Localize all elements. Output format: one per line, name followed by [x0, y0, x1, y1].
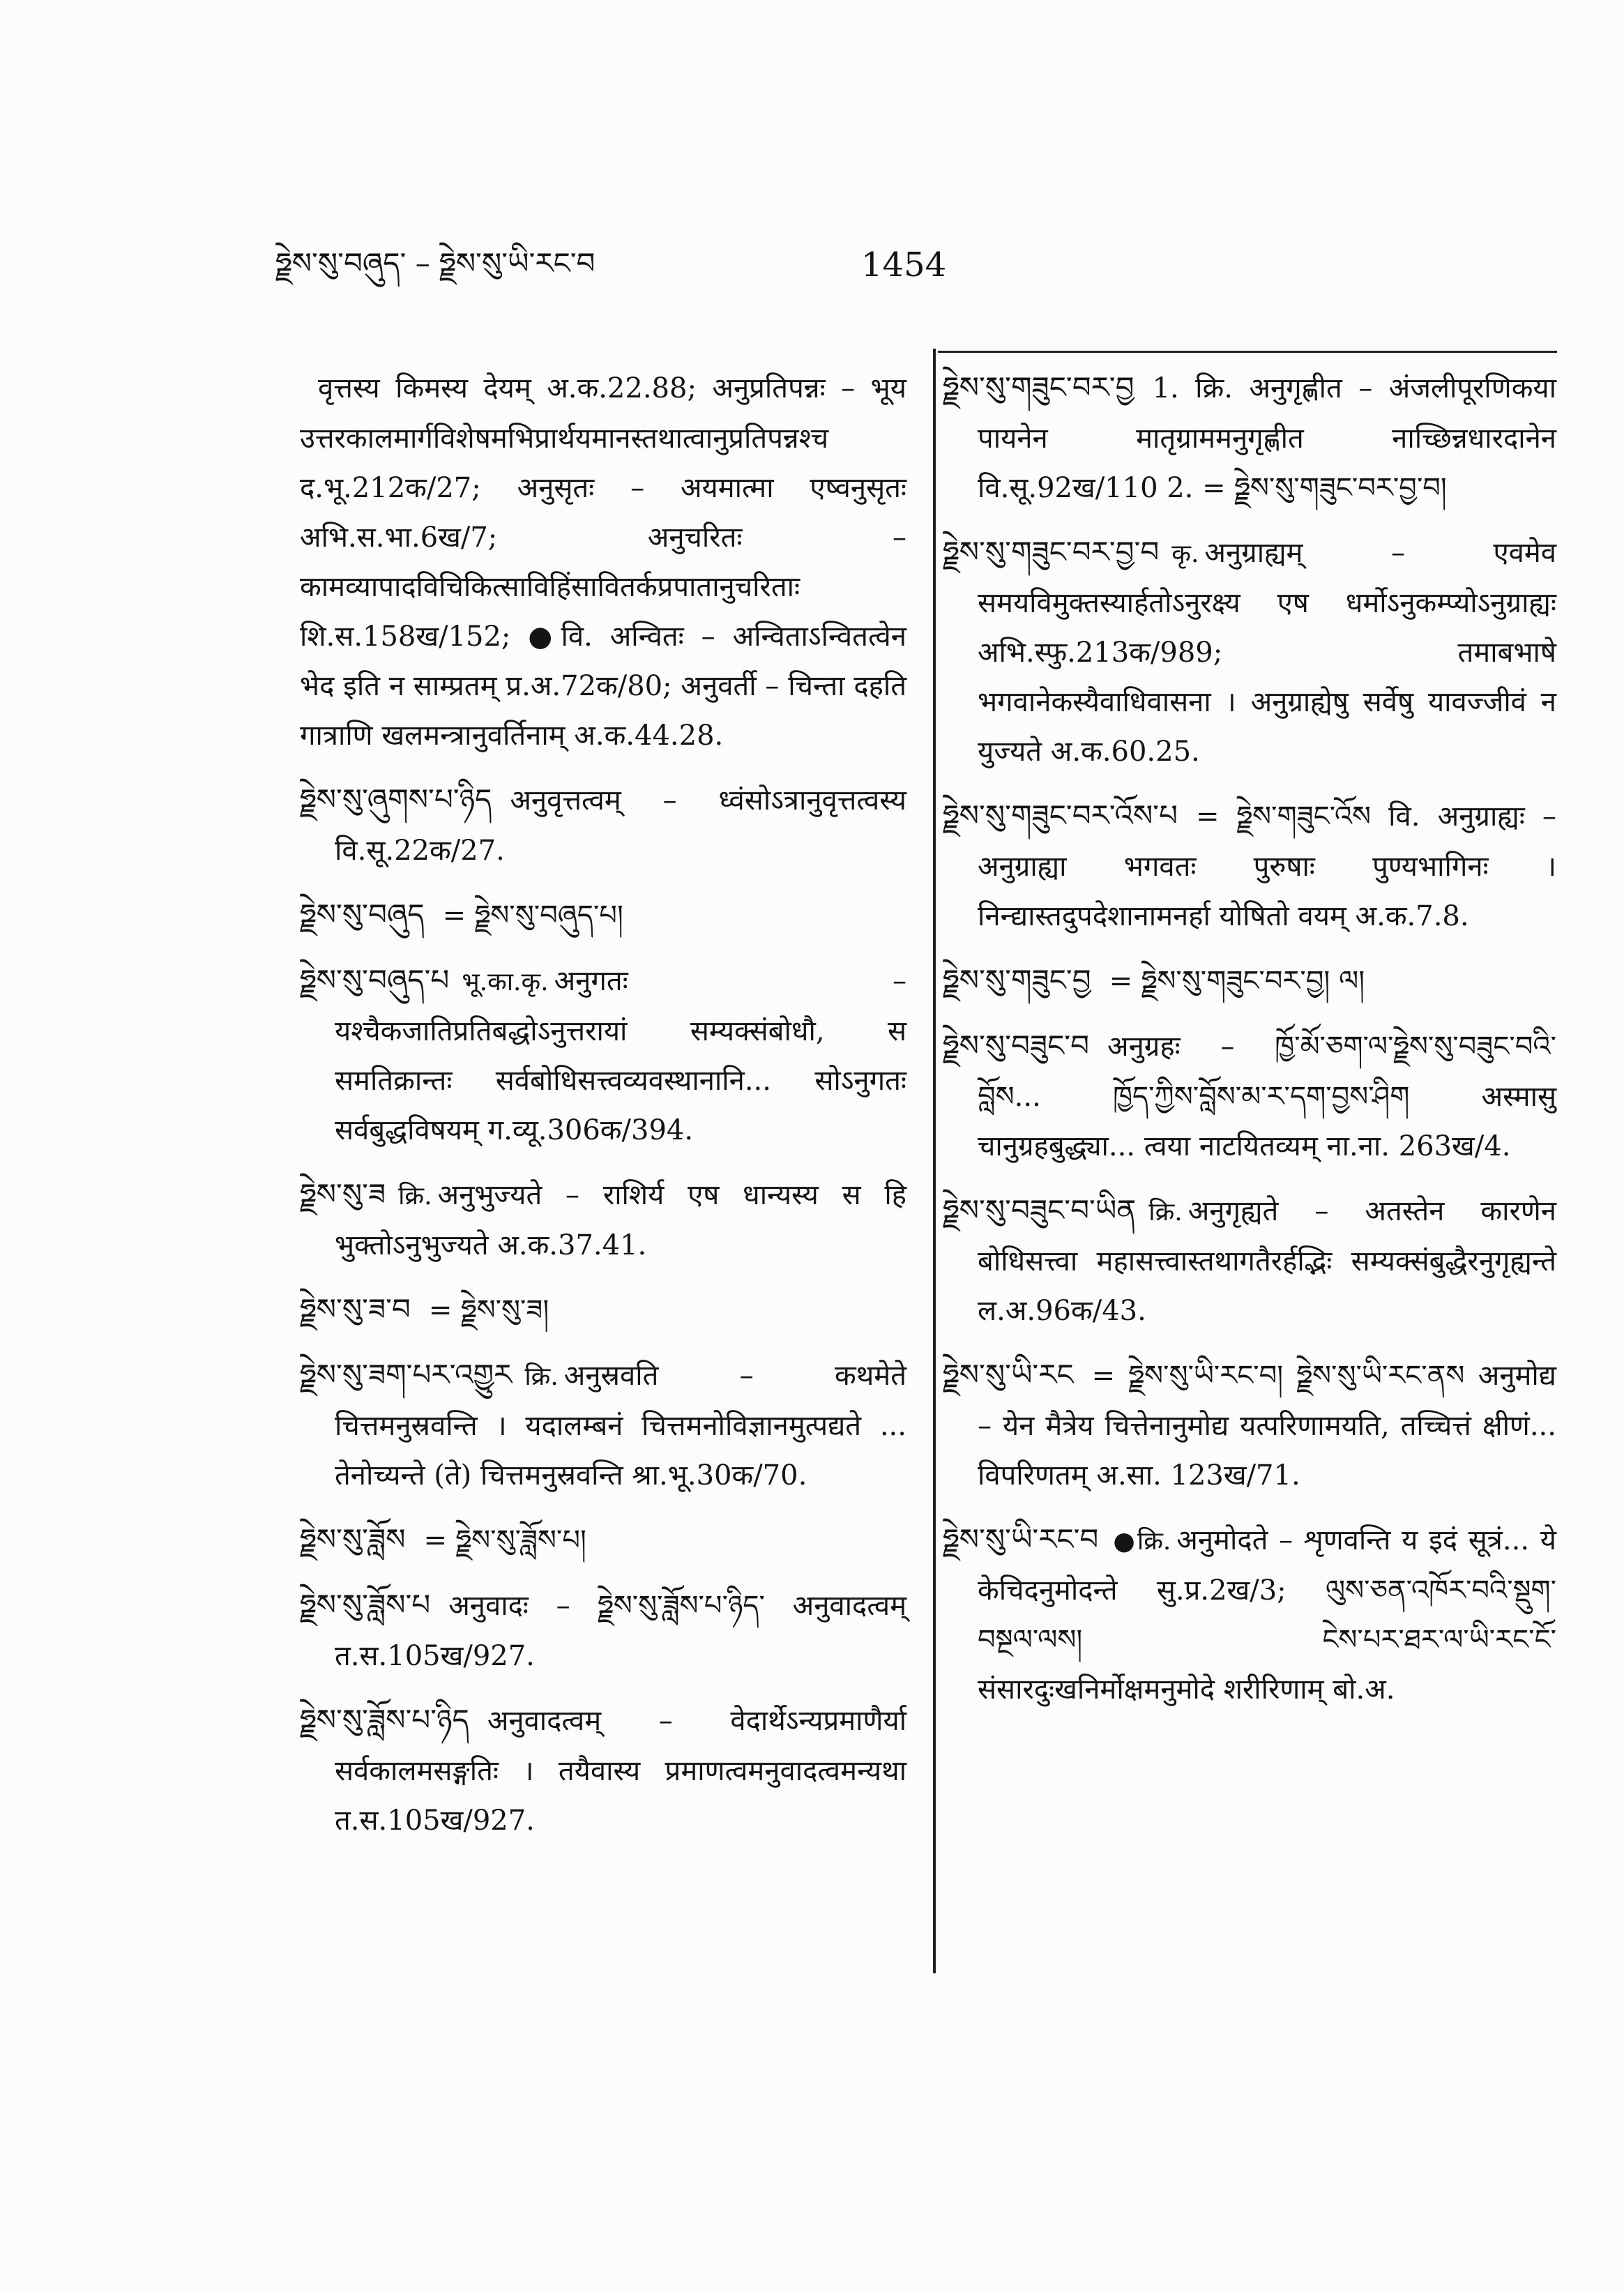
dictionary-entry	[943, 791, 1556, 941]
entry-text: वृत्तस्य किमस्य देयम् अ.क.22.88; अनुप्रतिपन्नः – भूय उत्तरकालमार्गविशेषमभिप्रार्थयमानस्तथात्वानुप्रतिपन्नश्च द.भू.212क/27; अनुसृतः – अयमात्मा एष्वनुसृतः अभि.स.भा.6ख/7; अनुचरितः – कामव्यापादविचिकित्साविहिंसावितर्कप्रपातानुचरिताः शि.स.158ख/152; ●वि. अन्वितः – अन्विताऽन्वितत्वेन भेद इति न साम्प्रतम् प्र.अ.72क/80; अनुवर्ती – चिन्ता दहति गात्राणि खलमन्त्रानुवर्तिनाम् अ.क.44.28.	[300, 372, 906, 752]
entry-text: 1. क्रि. अनुगृह्णीत – अंजलीपूरणिकया पायनेन मातृग्राममनुगृह्णीत नाच्छिन्नधारदानेन वि.सू.92ख/110 2. = ཧྗེས་སུ་གཟུང་བར་བྱ་བ།	[978, 372, 1556, 504]
entry-headword: ཧྗེས་སུ་ཟློས་པ	[300, 1588, 431, 1622]
page-number: 1454	[861, 245, 947, 284]
right-column	[943, 363, 1556, 1729]
dictionary-entry	[943, 1021, 1556, 1171]
dictionary-entry	[300, 955, 906, 1155]
entry-headword: ཧྗེས་སུ་གཟུང་བར་བྱ	[943, 370, 1134, 404]
entry-headword: ཧྗེས་སུ་ཟག་པར་འགྱུར	[300, 1358, 513, 1392]
entry-text: अनुगतः – यश्चैकजातिप्रतिबद्धोऽनुत्तरायां सम्यक्संबोधौ, स समतिक्रान्तः सर्वबोधिसत्त्वव्यवस्थानानि... सोऽनुगतः सर्वबुद्धविषयम् ग.व्यू.306क/394.	[335, 965, 906, 1146]
entry-grammar: कृ.	[1171, 540, 1199, 568]
column-divider	[933, 349, 936, 1973]
header-rule	[938, 351, 1557, 353]
entry-headword: ཧྗེས་སུ་ཟ་བ	[300, 1292, 411, 1326]
dictionary-entry	[943, 1515, 1556, 1715]
entry-text: अनुभुज्यते – राशिर्य एष धान्यस्य स हि भुक्तोऽनुभुज्यते अ.क.37.41.	[335, 1179, 906, 1261]
entry-grammar: ●क्रि.	[1111, 1527, 1171, 1556]
entry-headword: ཧྗེས་སུ་ཟློས་པ་ཉིད	[300, 1703, 469, 1737]
running-head: ཧྗེས་སུ་བཞུད་ – ཧྗེས་སུ་ཡི་རང་བ	[275, 246, 595, 280]
entry-text: = ཧྗེས་སུ་ཡི་རང་བ། ཧྗེས་སུ་ཡི་རང་ནས अनुमोद्य – येन मैत्रेय चित्तेनानुमोद्य यत्परिणामयति, तच्चित्तं क्षीणं... विपरिणतम् अ.सा. 123ख/71.	[978, 1360, 1556, 1492]
dictionary-entry	[300, 890, 906, 941]
dictionary-entry	[300, 1169, 906, 1270]
dictionary-entry	[943, 527, 1556, 777]
entry-headword: ཧྗེས་སུ་གཟུང་བྱ	[943, 963, 1091, 997]
entry-headword: ཧྗེས་སུ་ཟ	[300, 1177, 386, 1211]
entry-grammar: क्रि.	[398, 1182, 432, 1210]
dictionary-entry	[300, 1580, 906, 1681]
entry-text: = ཧྗེས་སུ་ཟློས་པ།	[423, 1524, 586, 1556]
entry-headword: ཧྗེས་སུ་བཟུང་བ	[943, 1029, 1090, 1063]
entry-headword: ཧྗེས་སུ་བཞུད་པ	[300, 963, 450, 997]
dictionary-entry	[300, 1515, 906, 1566]
dictionary-entry	[300, 1284, 906, 1336]
entry-text: अनुवादत्वम् – वेदार्थेऽन्यप्रमाणैर्या सर्वकालमसङ्गतिः । तयैवास्य प्रमाणत्वमनुवादत्वमन्यथा त.स.105ख/927.	[335, 1705, 906, 1837]
entry-grammar: क्रि.	[524, 1363, 559, 1391]
dictionary-entry	[943, 1350, 1556, 1501]
entry-text: = ཧྗེས་སུ་ཟ།	[428, 1294, 549, 1326]
dictionary-entry	[943, 955, 1556, 1007]
entry-headword: ཧྗེས་སུ་གཟུང་བར་འོས་པ	[943, 798, 1178, 833]
entry-headword: ཧྗེས་སུ་ཡི་རང་བ	[943, 1522, 1099, 1556]
entry-headword: ཧྗེས་སུ་བཟུང་བ་ཡིན	[943, 1193, 1137, 1227]
entry-text: अनुग्राह्यम् – एवमेव समयविमुक्तस्यार्हतोऽनुरक्ष्य एष धर्मोऽनुकम्प्योऽनुग्राह्यः अभि.स्फु.213क/989; तमाबभाषे भगवानेकस्यैवाधिवासना । अनुग्राह्येषु सर्वेषु यावज्जीवं न युज्यते अ.क.60.25.	[978, 537, 1556, 768]
left-column	[300, 363, 906, 1860]
dictionary-entry	[300, 775, 906, 876]
entry-headword: ཧྗེས་སུ་གཟུང་བར་བྱ་བ	[943, 535, 1160, 569]
entry-headword: ཧྗེས་སུ་ཟློས	[300, 1522, 406, 1556]
entry-headword: ཧྗེས་སུ་བཞུད	[300, 897, 425, 932]
dictionary-entry	[300, 1350, 906, 1501]
entry-text: अनुग्रहः – ཁྱོ་མོ་ཅག་ལ་ཧྗེས་སུ་བཟུང་བའི་བློས... ཁྱོད་ཀྱིས་བློས་མ་ར་དག་བྱས་ཤིག अस्मासु चानुग्रहबुद्ध्या... त्वया नाटयितव्यम् ना.ना. 263ख/4.	[978, 1031, 1556, 1162]
entry-text: अनुमोदते – शृणवन्ति य इदं सूत्रं... ये केचिदनुमोदन्ते सु.प्र.2ख/3; ལུས་ཅན་འཁོར་བའི་སྡུག་བསྔལ་ལས། ངེས་པར་ཐར་ལ་ཡི་རང་ངོ་ संसारदुःखनिर्मोक्षमनुमोदे शरीरिणाम् बो.अ.	[978, 1524, 1556, 1706]
dictionary-entry	[300, 363, 906, 761]
entry-grammar: भू.का.कृ.	[462, 968, 549, 996]
entry-grammar: क्रि.	[1148, 1198, 1183, 1227]
dictionary-entry	[300, 1695, 906, 1846]
entry-text: = ཧྗེས་སུ་གཟུང་བར་བྱ། ལ།	[1109, 965, 1365, 997]
entry-text: अनुस्रवति – कथमेते चित्तमनुस्रवन्ति । यदालम्बनं चित्तमनोविज्ञानमुत्पद्यते ... तेनोच्यन्ते (ते) चित्तमनुस्रवन्ति श्रा.भू.30क/70.	[335, 1360, 906, 1492]
dictionary-entry	[943, 363, 1556, 513]
entry-headword: ཧྗེས་སུ་ཡི་རང	[943, 1358, 1074, 1392]
entry-text: अनुवृत्तत्वम् – ध्वंसोऽत्रानुवृत्तत्वस्य वि.सू.22क/27.	[335, 784, 906, 867]
entry-text: = ཧྗེས་གཟུང་འོས वि. अनुग्राह्यः – अनुग्राह्या भगवतः पुरुषाः पुण्यभागिनः । निन्द्यास्तदुपदेशानामनर्हा योषितो वयम् अ.क.7.8.	[978, 800, 1556, 932]
entry-text: = ཧྗེས་སུ་བཞུད་པ།	[442, 900, 623, 932]
dictionary-entry	[943, 1185, 1556, 1336]
entry-text: अनुवादः – ཧྗེས་སུ་ཟློས་པ་ཉིད་ अनुवादत्वम् त.स.105ख/927.	[335, 1590, 906, 1672]
entry-text: अनुगृह्यते – अतस्तेन कारणेन बोधिसत्त्वा महासत्त्वास्तथागतैरर्हद्भिः सम्यक्संबुद्धैरनुगृह्यन्ते ल.अ.96क/43.	[978, 1195, 1556, 1327]
entry-headword: ཧྗེས་སུ་ཞུགས་པ་ཉིད	[300, 782, 492, 817]
